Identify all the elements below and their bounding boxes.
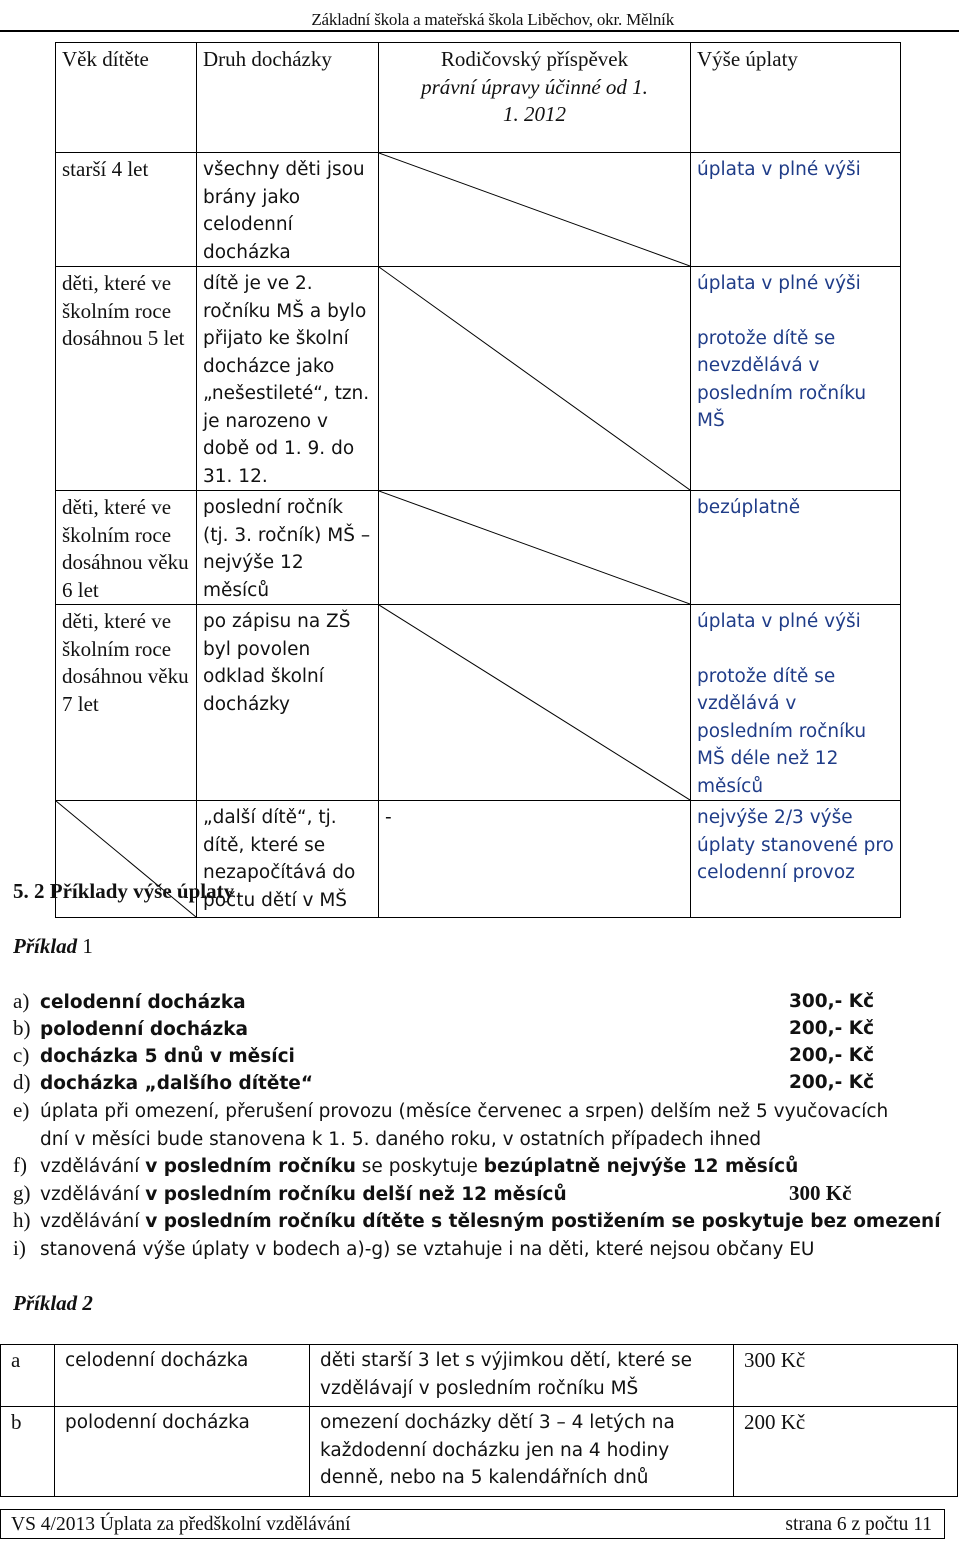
- table-row: [1, 1407, 958, 1497]
- row-type: celodenní docházka: [65, 1350, 249, 1371]
- row-desc: děti starší 3 let s výjimkou dětí, které se vzdělávají v posledním ročníku MŠ: [320, 1350, 693, 1399]
- list-text: docházka 5 dnů v měsíci: [40, 1046, 295, 1067]
- table-row: [56, 153, 901, 267]
- list-price: [789, 1015, 874, 1043]
- cell-empty-diagonal: [379, 491, 691, 605]
- list-price: [789, 1180, 851, 1208]
- page-footer: [0, 1509, 945, 1539]
- page-header-school: Základní škola a mateřská škola Liběchov, okr. Mělník: [311, 10, 674, 29]
- cell-fee: bezúplatně: [697, 497, 801, 518]
- list-text-bold: v posledním ročníku delší než 12 měsíců: [145, 1184, 567, 1205]
- price-value: 200,- Kč: [789, 1045, 875, 1066]
- fee-table: [55, 42, 901, 918]
- col-header-fee: Výše úplaty: [697, 47, 798, 71]
- list-text-bold: v posledním ročníku dítěte s tělesným postižením se poskytuje bez omezení: [145, 1211, 941, 1232]
- col-header-age: Věk dítěte: [62, 47, 149, 71]
- list-key: c): [13, 1043, 30, 1067]
- list-key: i): [13, 1236, 26, 1260]
- list-price: [789, 1042, 874, 1070]
- example1-title-text: Příklad: [13, 934, 78, 958]
- example1-number: 1: [82, 934, 93, 958]
- cell-age: starší 4 let: [62, 157, 149, 181]
- list-text-bold: v posledním ročníku: [145, 1156, 356, 1177]
- footer-page-number: strana 6 z počtu 11: [785, 1514, 932, 1535]
- row-key: a: [11, 1348, 21, 1372]
- example2-table: [0, 1344, 958, 1497]
- table-header-row: [56, 43, 901, 153]
- list-item: [13, 1207, 941, 1236]
- col-header-contribution-note: právní úpravy účinné od 1. 1. 2012: [421, 74, 648, 126]
- cell-fee: úplata v plné výši: [697, 159, 861, 180]
- cell-contribution: -: [385, 807, 392, 828]
- price-value: 300 Kč: [789, 1181, 852, 1205]
- row-price: 200 Kč: [744, 1410, 806, 1434]
- cell-type: „další dítě“, tj. dítě, které se nezapočítává do počtu dětí v MŠ: [203, 807, 356, 911]
- table-row: [1, 1345, 958, 1407]
- footer-doc-title: VS 4/2013 Úplata za předškolní vzdělávání: [11, 1514, 351, 1535]
- list-text: se poskytuje: [355, 1156, 484, 1177]
- cell-age: děti, které ve školním roce dosáhnou 5 let: [62, 271, 185, 350]
- table-row: [56, 267, 901, 491]
- list-item: [13, 988, 246, 1017]
- list-text: vzdělávání: [40, 1184, 146, 1205]
- cell-empty-diagonal: [379, 267, 691, 491]
- example1-title: [13, 933, 93, 961]
- cell-age: děti, které ve školním roce dosáhnou věku 6 let: [62, 495, 189, 602]
- cell-fee-note: protože dítě se vzdělává v posledním ročníku MŠ déle než 12 měsíců: [697, 665, 867, 797]
- list-key: e): [13, 1098, 30, 1122]
- table-row: [56, 605, 901, 801]
- cell-fee: úplata v plné výši: [697, 273, 861, 294]
- header-rule: [0, 30, 959, 32]
- col-header-contribution: Rodičovský příspěvek: [440, 47, 629, 71]
- list-key: g): [13, 1181, 31, 1205]
- list-item: [13, 1042, 295, 1071]
- cell-empty-diagonal: [379, 153, 691, 267]
- row-desc: omezení docházky dětí 3 – 4 letých na každodenní docházku jen na 4 hodiny denně, nebo na 5 kalendářních dnů: [320, 1412, 675, 1488]
- cell-empty-diagonal: [379, 605, 691, 801]
- list-text-bold: bezúplatně nejvýše 12 měsíců: [483, 1156, 799, 1177]
- list-text-continued: dní v měsíci bude stanovena k 1. 5. daného roku, v ostatních případech ihned: [40, 1128, 762, 1150]
- list-text: úplata při omezení, přerušení provozu (měsíce červenec a srpen) delším než 5 vyučovacích: [40, 1101, 889, 1122]
- list-price: [789, 1069, 874, 1097]
- list-key: h): [13, 1208, 31, 1232]
- cell-fee: nejvýše 2/3 výše úplaty stanovené pro celodenní provoz: [697, 807, 894, 883]
- list-item: [13, 1152, 798, 1181]
- list-text: stanovená výše úplaty v bodech a)-g) se vztahuje i na děti, které nejsou občany EU: [40, 1239, 815, 1260]
- cell-type: dítě je ve 2. ročníku MŠ a bylo přijato ke školní docházce jako „nešestileté“, tzn. je narozeno v době od 1. 9. do 31. 12.: [203, 273, 370, 487]
- cell-fee-note: protože dítě se nevzdělává v posledním ročníku MŠ: [697, 327, 867, 431]
- list-text: polodenní docházka: [40, 1019, 249, 1040]
- cell-type: poslední ročník (tj. 3. ročník) MŠ – nejvýše 12 měsíců: [203, 497, 371, 601]
- list-key: f): [13, 1153, 27, 1177]
- cell-age: děti, které ve školním roce dosáhnou věku 7 let: [62, 609, 189, 716]
- list-item: [13, 1015, 248, 1044]
- list-text: vzdělávání: [40, 1211, 146, 1232]
- cell-fee: úplata v plné výši: [697, 611, 861, 632]
- section-title: 5. 2 Příklady výše úplaty: [13, 879, 235, 903]
- list-key: a): [13, 989, 30, 1013]
- cell-type: po zápisu na ZŠ byl povolen odklad školní docházky: [203, 611, 351, 715]
- example2-title: Příklad 2: [13, 1291, 93, 1315]
- list-text: docházka „dalšího dítěte“: [40, 1073, 313, 1094]
- list-price: [789, 988, 874, 1016]
- list-text: celodenní docházka: [40, 992, 246, 1013]
- list-key: b): [13, 1016, 31, 1040]
- list-item: [13, 1235, 814, 1264]
- list-text: vzdělávání: [40, 1156, 146, 1177]
- list-key: d): [13, 1070, 31, 1094]
- row-type: polodenní docházka: [65, 1412, 250, 1433]
- price-value: 200,- Kč: [789, 1072, 875, 1093]
- table-row: [56, 491, 901, 605]
- price-value: 200,- Kč: [789, 1018, 875, 1039]
- row-price: 300 Kč: [744, 1348, 806, 1372]
- list-item: [13, 1097, 933, 1153]
- list-item: [13, 1180, 567, 1209]
- price-value: 300,- Kč: [789, 991, 875, 1012]
- row-key: b: [11, 1410, 22, 1434]
- cell-type: všechny děti jsou brány jako celodenní docházka: [203, 159, 365, 263]
- col-header-type: Druh docházky: [203, 47, 332, 71]
- list-item: [13, 1069, 313, 1098]
